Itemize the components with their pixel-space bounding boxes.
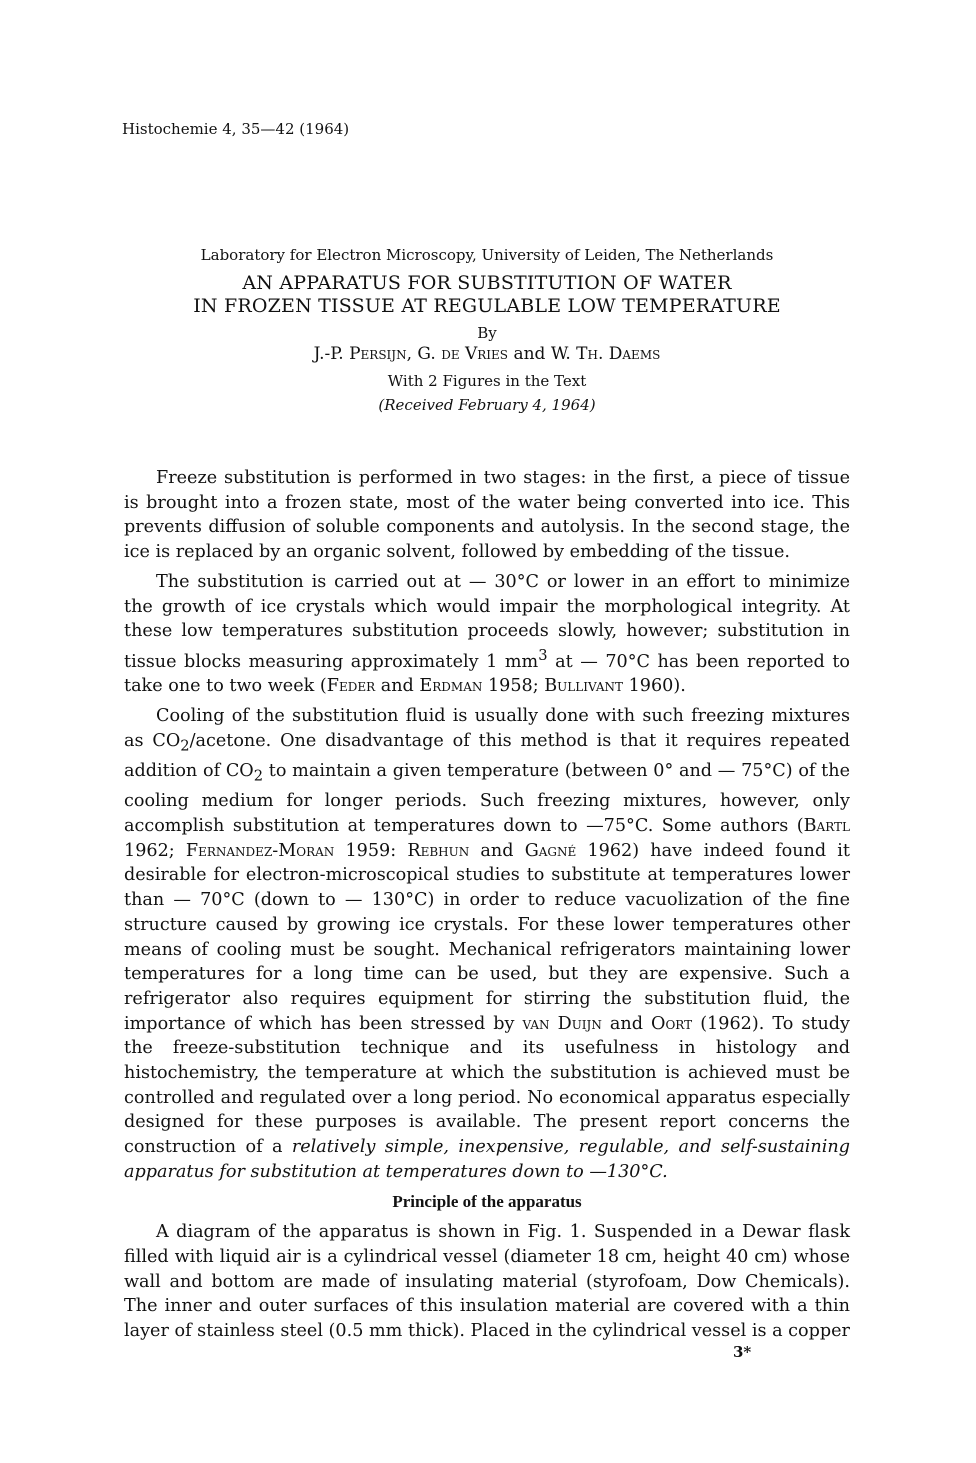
subscript: 2 (180, 737, 190, 755)
author-1-initials: J.-P. (313, 344, 350, 364)
para3-text: Cooling of the substitution fluid is usually done with such freezing mixtures as CO (124, 706, 850, 751)
title-line-1: AN APPARATUS FOR SUBSTITUTION OF WATER (242, 272, 732, 294)
citation-author: van Duijn (522, 1013, 602, 1034)
para2-text-3: and (375, 676, 420, 697)
para3-text: and (469, 840, 525, 861)
title-line-2: IN FROZEN TISSUE AT REGULABLE LOW TEMPERATURE (193, 295, 781, 317)
article-body (124, 466, 850, 1349)
author-3-surname: Daems (608, 344, 661, 364)
author-separator-2: and W. (508, 344, 577, 364)
para3-text: /acetone. One disadvantage of this method is that it requires repeated addition of CO (124, 730, 850, 782)
article-header (124, 246, 850, 414)
byline-by: By (477, 324, 497, 342)
author-1-surname: Persijn (349, 344, 407, 364)
paragraph-1: Freeze substitution is performed in two stages: in the first, a piece of tissue is brought into a frozen state, most of the water being converted into ice. This prevents diffusion of soluble components and autolysis. In the second stage, the ice is replaced by an organic solvent, followed by embedding of the tissue. (124, 468, 850, 563)
citation-author: Oort (651, 1013, 693, 1034)
article-title (124, 272, 850, 318)
citation-author: Rebhun (407, 840, 470, 861)
received-date: (Received February 4, 1964) (378, 396, 596, 414)
superscript: 3 (538, 646, 548, 664)
author-3-middle: Th. (576, 344, 609, 364)
citation-author: Erdman (419, 676, 483, 697)
para2-text-4: 1958; (482, 676, 545, 697)
citation-author: Bartl (803, 816, 850, 837)
author-2-particle: de (441, 344, 465, 364)
citation-author: Gagné (524, 840, 577, 861)
journal-reference: Histochemie 4, 35—42 (1964) (122, 120, 350, 138)
emphasized-text: relatively simple, inexpensive, regulable, and self-sustaining apparatus for substitution at temperatures down to —130°C. (124, 1137, 850, 1182)
para2-text-5: 1960). (623, 676, 686, 697)
para3-text: 1959: (334, 840, 408, 861)
para2-text-1: The substitution is carried out at — 30°C or lower in an effort to minimize the growth of ice crystals which would impair the morphological integrity. At these low temperatures substitution proceeds slowly, however; substitution in tissue blocks measuring approximately 1 mm (124, 571, 850, 672)
para3-text: to maintain a given temperature (between 0° and — 75°C) of the cooling medium for longer periods. Such freezing mixtures, however, only accomplish substitution at temperatures down to —75°C. Some authors ( (124, 761, 850, 837)
para2-text-2: at — 70°C has been reported to take one to two week ( (124, 651, 850, 697)
citation-author: Fernandez-Moran (185, 840, 335, 861)
para3-text: 1962; (124, 840, 186, 861)
para3-text: 1962) have indeed found it desirable for electron-microscopical studies to substitute at temperatures lower than — 70°C (down to — 130°C) in order to reduce vacuolization of the fine structure caused by growing ice crystals. For these lower temperatures other means of cooling must be sought. Mechanical refrigerators maintaining lower temperatures for a long time can be used, but they are expensive. Such a refrigerator also requires equipment for stirring the substitution fluid, the importance of which has been stressed by (124, 840, 850, 1034)
author-2-surname: Vries (465, 344, 509, 364)
citation-author: Bullivant (544, 676, 623, 697)
section-heading: Principle of the apparatus (392, 1191, 582, 1211)
figures-note: With 2 Figures in the Text (387, 372, 587, 390)
paragraph-4: A diagram of the apparatus is shown in Fig. 1. Suspended in a Dewar flask filled with liquid air is a cylindrical vessel (diameter 18 cm, height 40 cm) whose wall and bottom are made of insulating material (styrofoam, Dow Chemicals). The inner and outer surfaces of this insulation material are covered with a thin layer of stainless steel (0.5 mm thick). Placed in the cylindrical vessel is a copper (124, 1222, 850, 1342)
authors (124, 344, 850, 364)
para3-text: (1962). To study the freeze-substitution technique and its usefulness in histology and histochemistry, the temperature at which the substitution is achieved must be controlled and regulated over a long period. No economical apparatus especially designed for these purposes is available. The present report concerns the construction of a (124, 1013, 850, 1158)
paragraph-2 (124, 570, 850, 699)
para3-text: and (601, 1013, 652, 1034)
subscript: 2 (253, 767, 264, 785)
paragraph-3 (124, 704, 850, 1184)
author-separator-1: , G. (406, 344, 442, 364)
affiliation: Laboratory for Electron Microscopy, University of Leiden, The Netherlands (200, 246, 774, 264)
citation-author: Feder (326, 676, 376, 697)
page-number: 3* (733, 1343, 752, 1361)
